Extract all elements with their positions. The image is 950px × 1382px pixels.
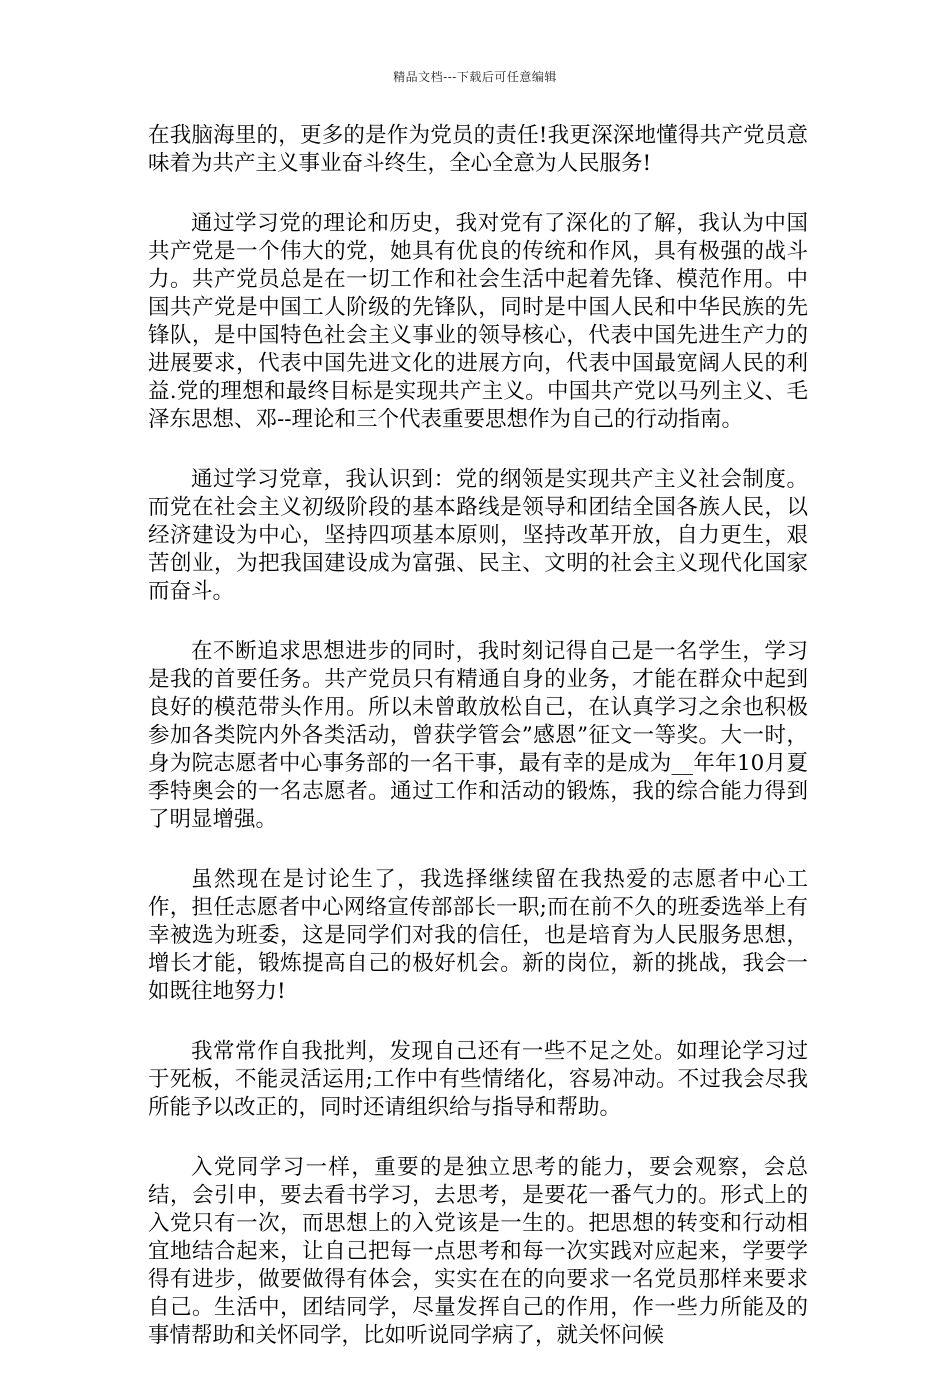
paragraph-study-activities: 在不断追求思想进步的同时，我时刻记得自己是一名学生，学习是我的首要任务。共产党员只有精通自身的业务，才能在群众中起到良好的模范带头作用。所以未曾敢放松自己，在认真学习之余也积极参加各类院内外各类活动，曾获学管会”感恩”征文一等奖。大一时，身为院志愿者中心事务部的一名干事，最有幸的是成为__年年10月夏季特奥会的一名志愿者。通过工作和活动的锻炼，我的综合能力得到了明显增强。 — [148, 639, 808, 832]
paragraph-independent-thinking: 入党同学习一样，重要的是独立思考的能力，要会观察，会总结，会引申，要去看书学习，去思考，是要花一番气力的。形式上的入党只有一次，而思想上的入党该是一生的。把思想的转变和行动相宜地结合起来，让自己把每一点思考和每一次实践对应起来，学要学得有进步，做要做得有体会，实实在在的向要求一名党员那样来要求自己。生活中，团结同学，尽量发挥自己的作用，作一些力所能及的事情帮助和关怀同学，比如听说同学病了，就关怀问候 — [148, 1155, 808, 1348]
paragraph-continuation: 在我脑海里的，更多的是作为党员的责任!我更深深地懂得共产党员意味着为共产主义事业奋斗终生，全心全意为人民服务! — [148, 123, 808, 176]
paragraph-party-theory: 通过学习党的理论和历史，我对党有了深化的了解，我认为中国共产党是一个伟大的党，她具有优良的传统和作风，具有极强的战斗力。共产党员总是在一切工作和社会生活中起着先锋、模范作用。中国共产党是中国工人阶级的先锋队，同时是中国人民和中华民族的先锋队，是中国特色社会主义事业的领导核心，代表中国先进生产力的进展要求，代表中国先进文化的进展方向，代表中国最宽阔人民的利益.党的理想和最终目标是实现共产主义。中国共产党以马列主义、毛泽东思想、邓--理论和三个代表重要思想作为自己的行动指南。 — [148, 211, 808, 432]
paragraph-volunteer-work: 虽然现在是讨论生了，我选择继续留在我热爱的志愿者中心工作，担任志愿者中心网络宣传部部长一职;而在前不久的班委选举上有幸被选为班委，这是同学们对我的信任，也是培育为人民服务思想，增长才能，锻炼提高自己的极好机会。新的岗位，新的挑战，我会一如既往地努力! — [148, 867, 808, 1004]
paragraph-self-criticism: 我常常作自我批判，发现自己还有一些不足之处。如理论学习过于死板，不能灵活运用;工作中有些情绪化，容易冲动。不过我会尽我所能予以改正的，同时还请组织给与指导和帮助。 — [148, 1039, 808, 1120]
document-body — [148, 122, 808, 1382]
page-header: 精品文档---下载后可任意编辑 — [393, 70, 557, 84]
paragraph-party-constitution: 通过学习党章，我认识到：党的纲领是实现共产主义社会制度。而党在社会主义初级阶段的基本路线是领导和团结全国各族人民，以经济建设为中心，坚持四项基本原则，坚持改革开放，自力更生，艰苦创业，为把我国建设成为富强、民主、文明的社会主义现代化国家而奋斗。 — [148, 467, 808, 604]
